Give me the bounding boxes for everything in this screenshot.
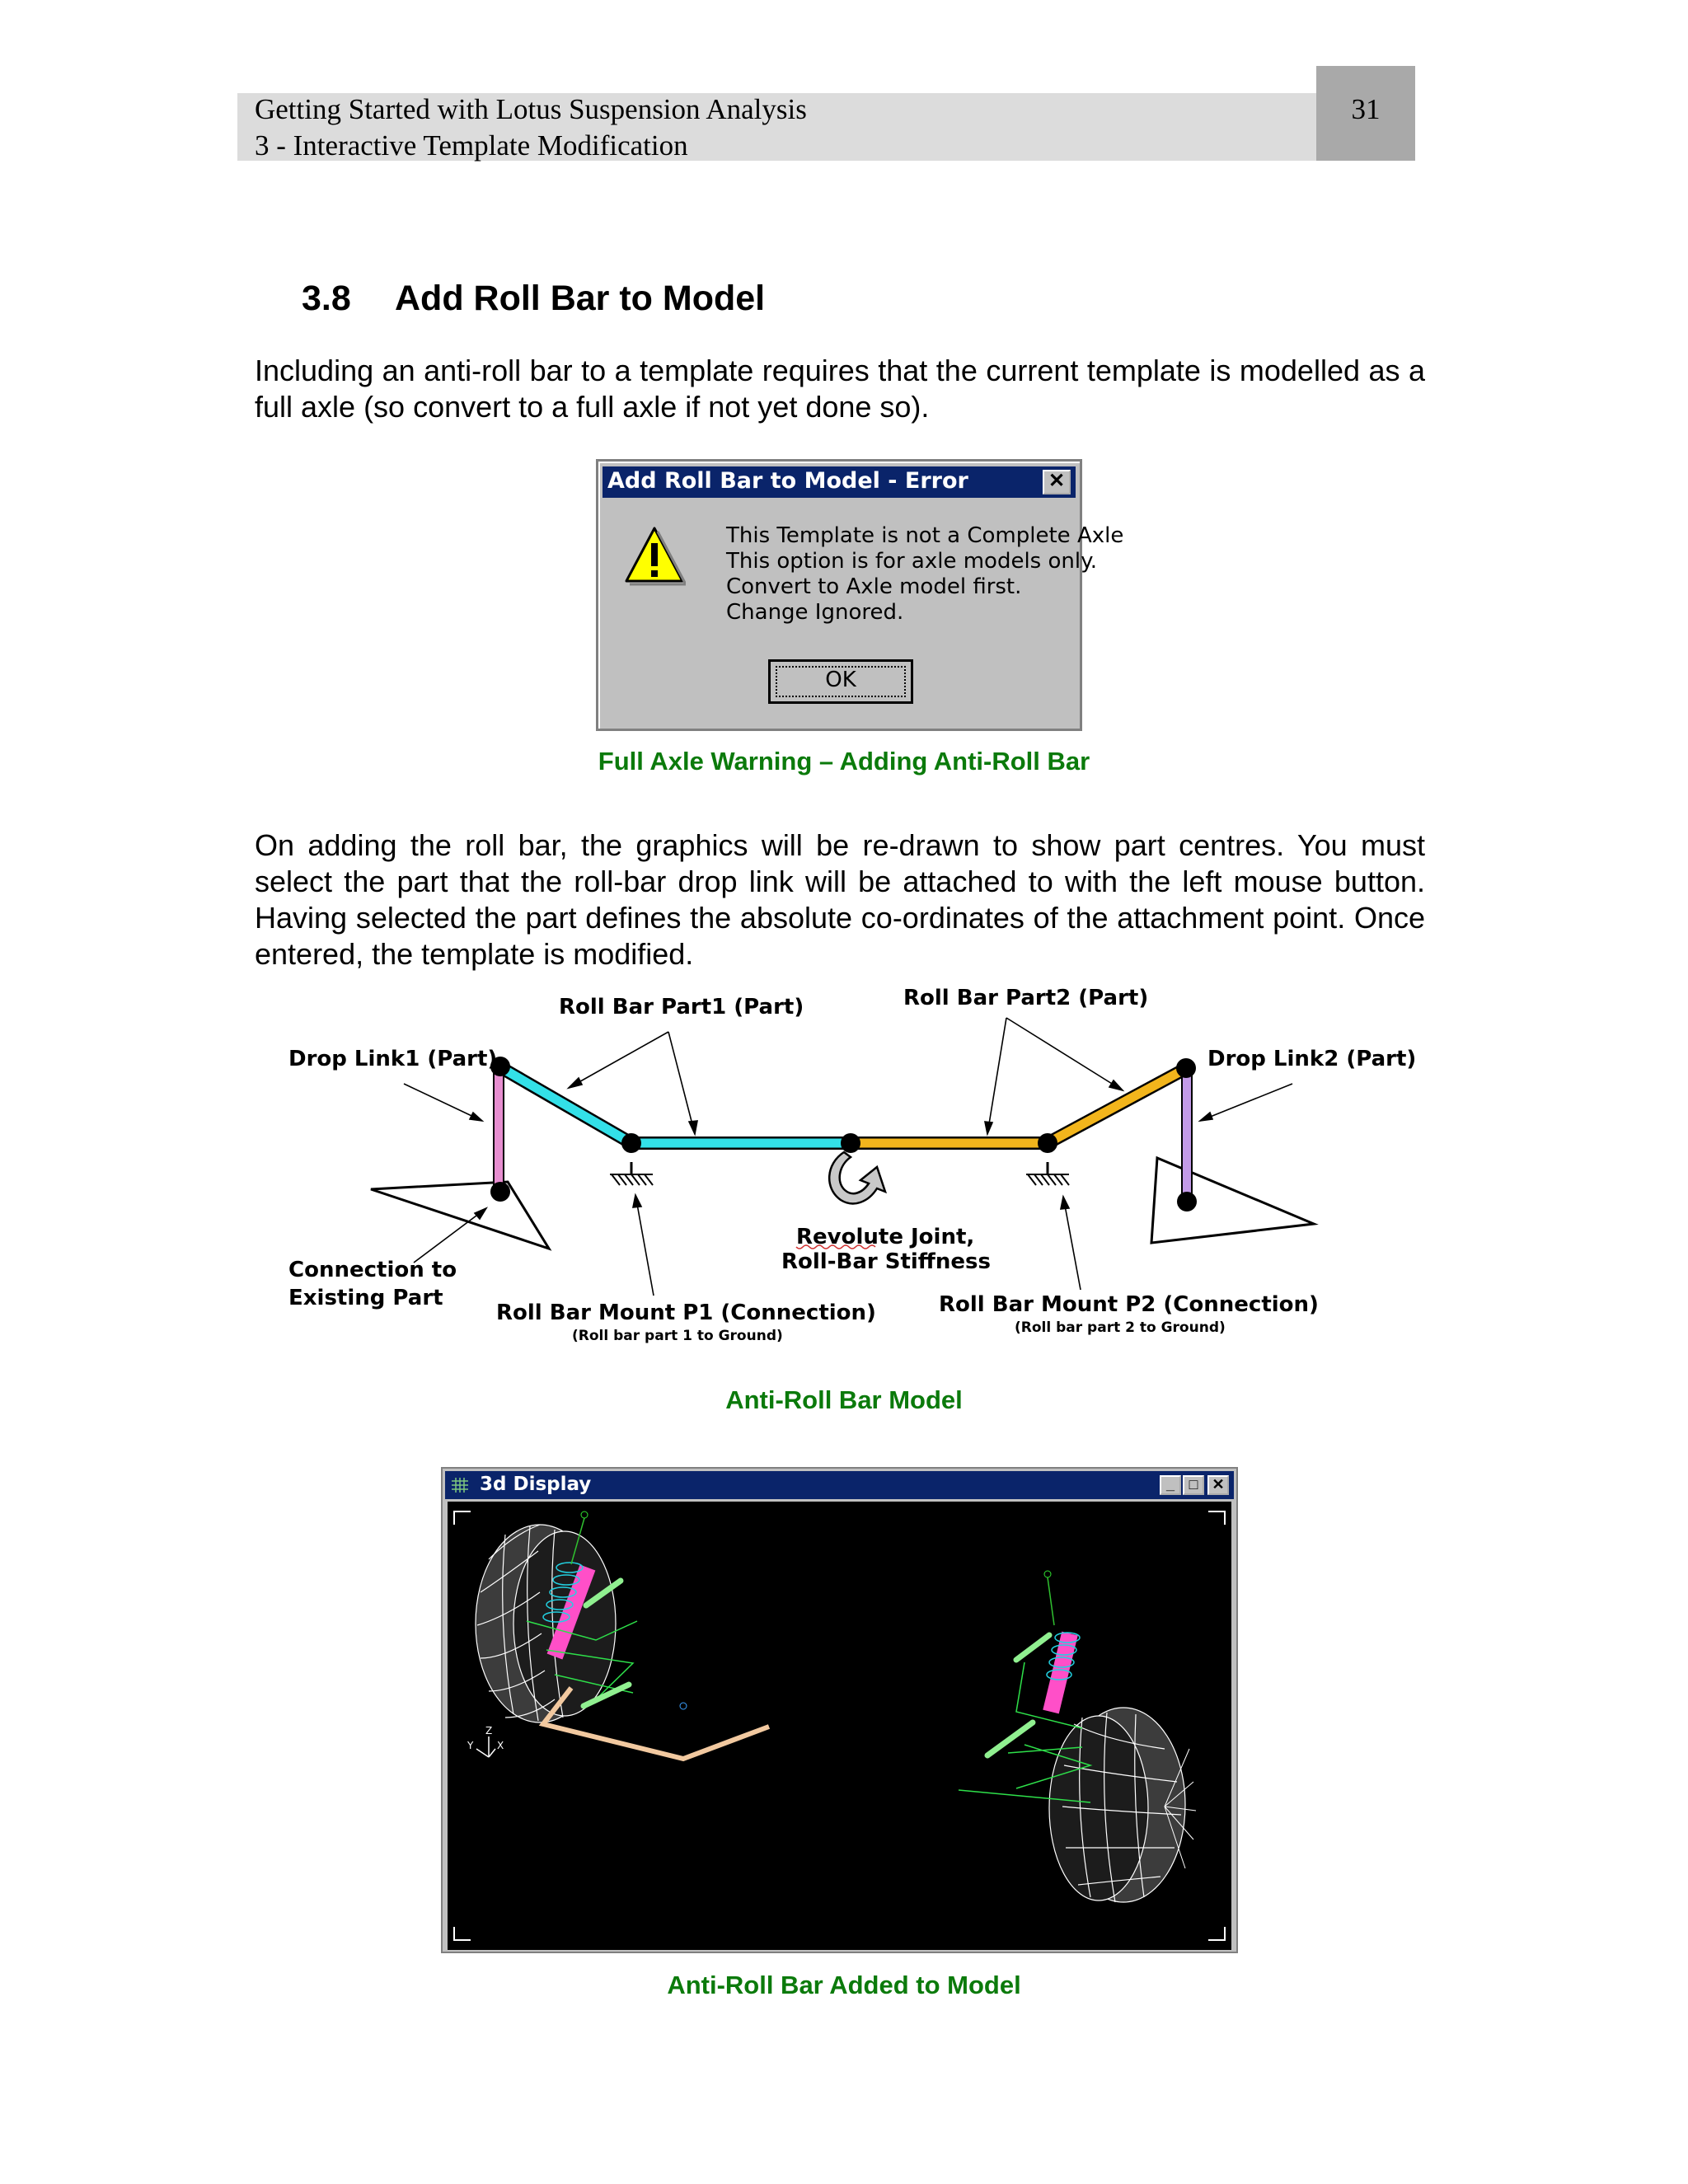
axis-z-label: Z <box>485 1725 493 1736</box>
rotation-arrow-icon <box>829 1152 885 1203</box>
axis-x-label: X <box>497 1740 504 1751</box>
label-mount-p2: Roll Bar Mount P2 (Connection) <box>939 1292 1319 1317</box>
warning-icon <box>623 523 686 586</box>
ground-mount-right-hatch <box>1026 1174 1069 1185</box>
left-wheel <box>476 1525 616 1722</box>
3d-display-window <box>441 1467 1238 1953</box>
dialog-message-line: Change Ignored. <box>726 600 904 625</box>
dialog-message-line: This Template is not a Complete Axle <box>726 523 1124 548</box>
axis-triad-icon <box>476 1736 495 1757</box>
dialog-close-button[interactable]: ✕ <box>1043 470 1071 494</box>
dialog-message-line: This option is for axle models only. <box>726 549 1098 574</box>
ground-mount-left-hatch <box>610 1174 653 1185</box>
label-roll-bar-part2: Roll Bar Part2 (Part) <box>903 986 1149 1010</box>
ok-button[interactable] <box>768 659 913 704</box>
label-mount-p1-detail: (Roll bar part 1 to Ground) <box>572 1328 783 1344</box>
roll-bar-part1-outline <box>500 1067 851 1143</box>
figure-caption: Anti-Roll Bar Model <box>725 1385 963 1414</box>
header-chapter: 3 - Interactive Template Modification <box>255 129 688 162</box>
drop-link2 <box>1183 1071 1191 1193</box>
header-title: Getting Started with Lotus Suspension Analysis <box>255 93 807 125</box>
dialog-message <box>726 523 1123 626</box>
dialog-message-line: Convert to Axle model first. <box>726 574 1022 599</box>
close-button[interactable]: ✕ <box>1207 1475 1229 1495</box>
page-number: 31 <box>1351 93 1381 125</box>
focus-rectangle <box>776 666 906 697</box>
right-wheel <box>1049 1708 1196 1902</box>
label-revolute-joint: Revolute Joint, <box>796 1225 975 1249</box>
grid-icon <box>452 1478 468 1493</box>
label-connection-line1: Connection to <box>288 1258 457 1282</box>
label-connection-line2: Existing Part <box>288 1286 443 1310</box>
ok-button-label: OK <box>825 668 856 692</box>
section-heading <box>302 279 765 319</box>
3d-viewport[interactable] <box>448 1502 1231 1950</box>
existing-part-right-shape <box>1151 1158 1314 1243</box>
roll-bar-centre-marker <box>680 1703 687 1709</box>
roll-bar-part2-outline <box>851 1069 1185 1143</box>
existing-part-left-shape <box>371 1182 549 1249</box>
label-roll-bar-stiffness: Roll-Bar Stiffness <box>781 1249 991 1274</box>
anti-roll-bar-diagram <box>272 972 1426 1360</box>
figure-caption: Full Axle Warning – Adding Anti-Roll Bar <box>598 747 1090 776</box>
body-paragraph: On adding the roll bar, the graphics will be re-drawn to show part centres. You must select the part that the roll-bar drop link will be attached to with the left mouse button. Having selected the part defines the absolute co-ordinates of the attachment point. Once entered, the template is modified. <box>255 828 1425 971</box>
axis-y-label: Y <box>467 1740 474 1751</box>
anti-roll-bar-end <box>769 1718 775 1727</box>
label-drop-link2: Drop Link2 (Part) <box>1207 1047 1417 1071</box>
drop-link1 <box>495 1070 503 1192</box>
intro-paragraph: Including an anti-roll bar to a template requires that the current template is modelled as a full axle (so convert to a full axle if not yet done so). <box>255 354 1425 424</box>
roll-bar-part2 <box>851 1069 1185 1143</box>
figure-caption: Anti-Roll Bar Added to Model <box>667 1971 1021 1999</box>
section-number: 3.8 <box>302 279 351 318</box>
label-mount-p2-detail: (Roll bar part 2 to Ground) <box>1015 1319 1226 1336</box>
window-titlebar <box>445 1471 1234 1499</box>
error-dialog <box>596 459 1124 731</box>
dialog-title: Add Roll Bar to Model - Error <box>607 468 968 494</box>
section-title: Add Roll Bar to Model <box>395 279 766 318</box>
dialog-titlebar <box>603 466 1076 498</box>
maximize-button[interactable]: □ <box>1183 1475 1204 1495</box>
minimize-button[interactable]: _ <box>1160 1475 1181 1495</box>
label-mount-p1: Roll Bar Mount P1 (Connection) <box>496 1301 876 1325</box>
upper-arm-bars <box>584 1581 1049 1755</box>
window-title: 3d Display <box>480 1474 592 1495</box>
right-spring-damper <box>1044 1571 1080 1712</box>
label-drop-link1: Drop Link1 (Part) <box>288 1047 498 1071</box>
label-roll-bar-part1: Roll Bar Part1 (Part) <box>559 995 804 1019</box>
